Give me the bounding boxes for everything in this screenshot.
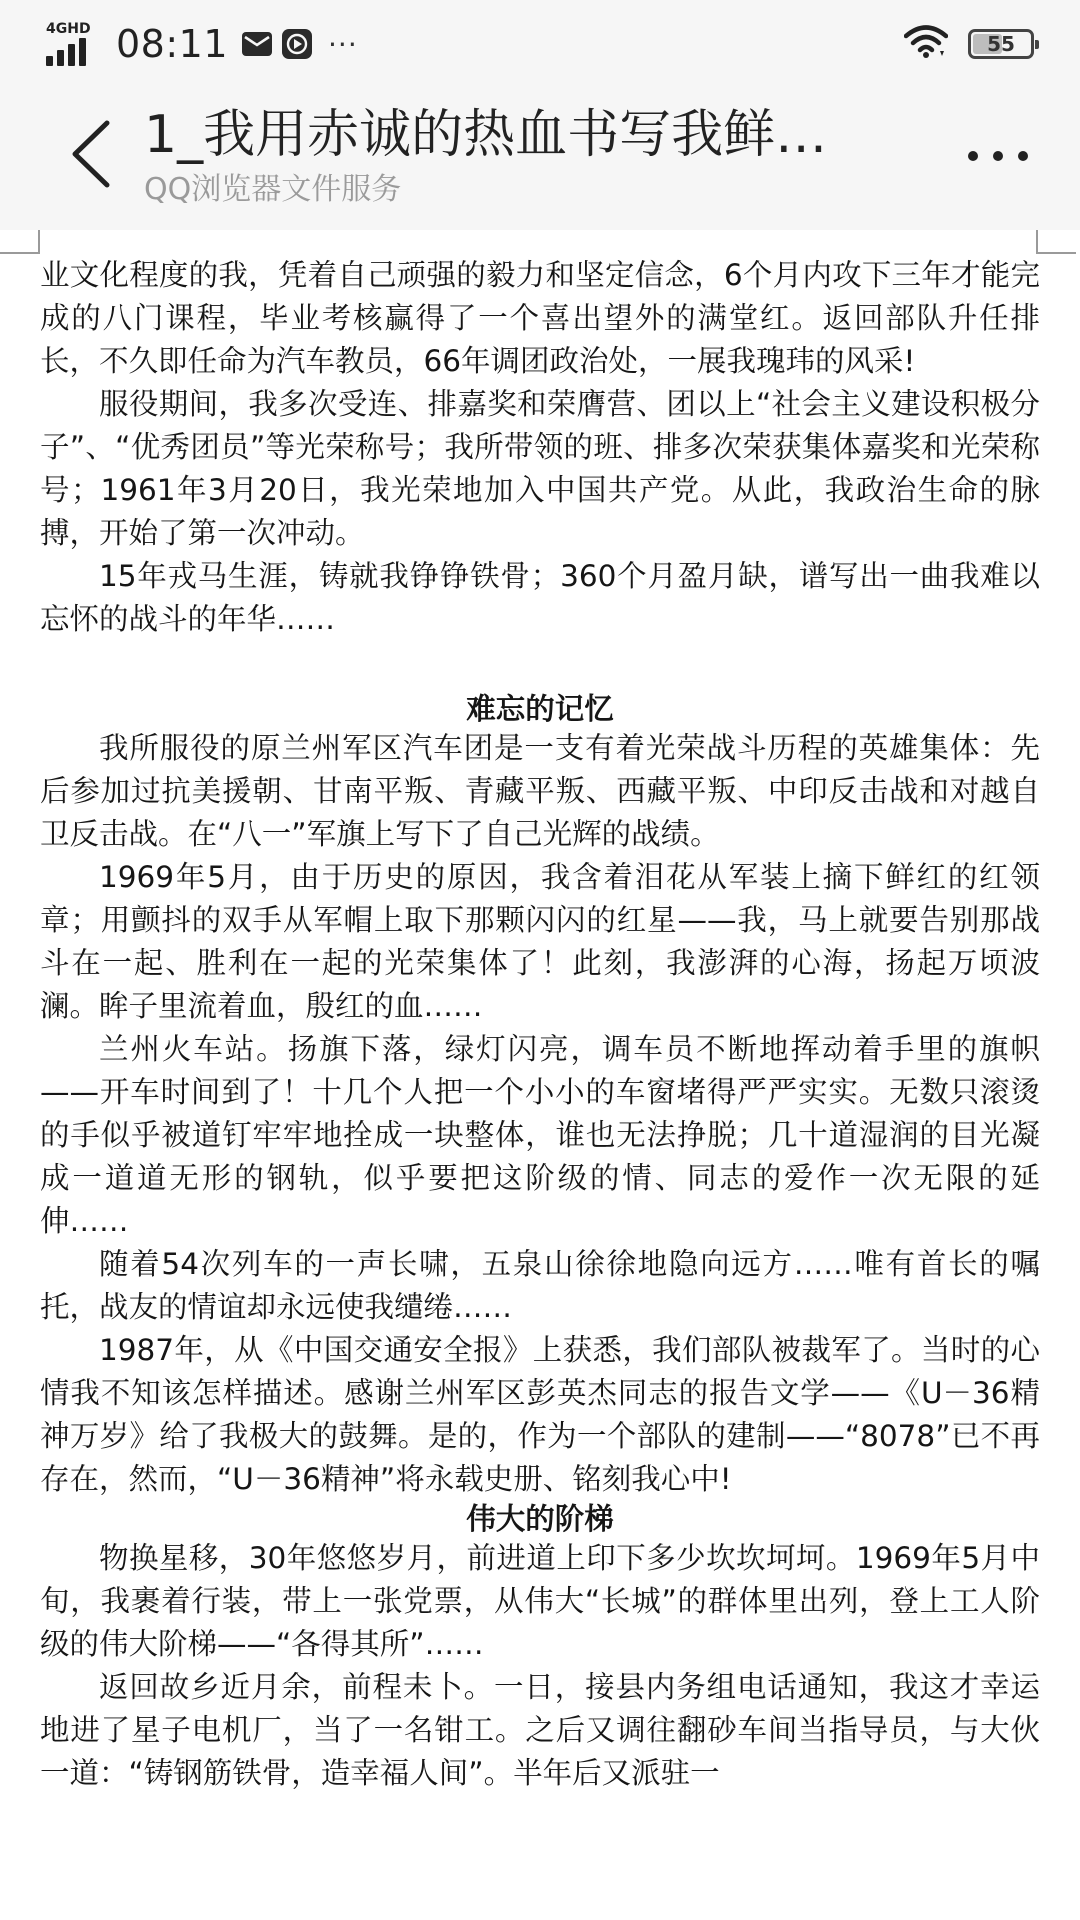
document-viewer[interactable] [0,230,1080,1920]
section-heading: 伟大的阶梯 [466,1502,614,1536]
paragraph: 兰州火车站。扬旗下落，绿灯闪亮，调车员不断地挥动着手里的旗帜——开车时间到了！十几个人把一个小小的车窗堵得严严实实。无数只滚烫的手似乎被道钉牢牢地拴成一块整体，谁也无法挣脱；几十道湿润的目光凝成一道道无形的钢轨，似乎要把这阶级的情、同志的爱作一次无限的延伸…… [40,1032,1040,1238]
page-title: 1_我用赤诚的热血书写我鲜… [144,105,828,165]
paragraph: 业文化程度的我，凭着自己顽强的毅力和坚定信念，6个月内攻下三年才能完成的八门课程，毕业考核赢得了一个喜出望外的满堂红。返回部队升任排长，不久即任命为汽车教员，66年调团政治处，一展我瑰玮的风采! [40,258,1040,378]
paragraph: 15年戎马生涯，铸就我铮铮铁骨；360个月盈月缺，谱写出一曲我难以忘怀的战斗的年华…… [40,559,1040,636]
paragraph: 物换星移，30年悠悠岁月，前进道上印下多少坎坎坷坷。1969年5月中旬，我裹着行装，带上一张党票，从伟大“长城”的群体里出列，登上工人阶级的伟大阶梯——“各得其所”…… [40,1541,1040,1661]
battery-icon [968,29,1034,59]
signal-icon [46,22,104,66]
status-left [46,18,358,70]
mail-icon [242,32,272,56]
paragraph: 随着54次列车的一声长啸，五泉山徐徐地隐向远方……唯有首长的嘱托，战友的情谊却永远使我缱绻…… [40,1247,1040,1324]
page-subtitle: QQ浏览器文件服务 [144,172,402,207]
more-dots-icon [967,150,1029,162]
paragraph: 1987年，从《中国交通安全报》上获悉，我们部队被裁军了。当时的心情我不知该怎样描述。感谢兰州军区彭英杰同志的报告文学——《U－36精神万岁》给了我极大的鼓舞。是的，作为一个部队的建制——“8078”已不再存在，然而，“U－36精神”将永载史册、铭刻我心中! [40,1333,1040,1496]
more-icon: ··· [328,27,358,61]
app-header [0,88,1080,230]
more-button[interactable] [958,126,1038,186]
status-bar [0,0,1080,88]
document-page [40,254,1040,1795]
clock: 08:11 [116,22,229,66]
chevron-left-icon [69,119,113,189]
crop-mark-right [1036,230,1076,254]
back-button[interactable] [56,114,126,194]
status-right [904,22,1034,66]
network-type: 4GHD [46,21,91,37]
paragraph: 返回故乡近月余，前程未卜。一日，接县内务组电话通知，我这才幸运地进了星子电机厂，当了一名钳工。之后又调往翻砂车间当指导员，与大伙一道：“铸钢筋铁骨，造幸福人间”。半年后又派驻一 [40,1670,1040,1790]
wifi-icon [904,25,948,63]
battery-level: 55 [987,32,1015,56]
crop-mark-left [0,230,40,254]
media-icon [282,29,312,59]
section-heading: 难忘的记忆 [466,692,614,726]
paragraph: 我所服役的原兰州军区汽车团是一支有着光荣战斗历程的英雄集体：先后参加过抗美援朝、甘南平叛、青藏平叛、西藏平叛、中印反击战和对越自卫反击战。在“八一”军旗上写下了自己光辉的战绩。 [40,731,1040,851]
paragraph: 服役期间，我多次受连、排嘉奖和荣膺营、团以上“社会主义建设积极分子”、“优秀团员”等光荣称号；我所带领的班、排多次荣获集体嘉奖和光荣称号；1961年3月20日，我光荣地加入中国共产党。从此，我政治生命的脉搏，开始了第一次冲动。 [40,387,1040,550]
paragraph: 1969年5月，由于历史的原因，我含着泪花从军装上摘下鲜红的红领章；用颤抖的双手从军帽上取下那颗闪闪的红星——我，马上就要告别那战斗在一起、胜利在一起的光荣集体了！此刻，我澎湃的心海，扬起万顷波澜。眸子里流着血，殷红的血…… [40,860,1040,1023]
